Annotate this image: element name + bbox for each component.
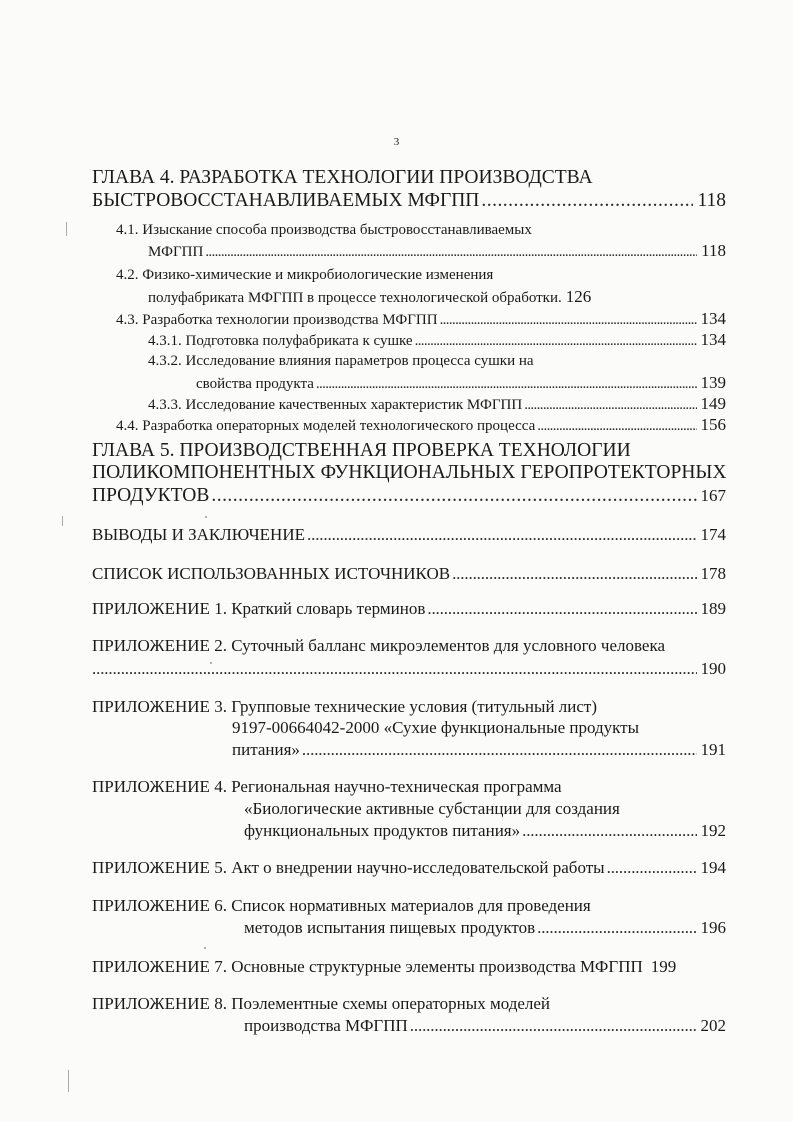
toc-entry-ch5[interactable] xyxy=(92,486,726,506)
toc-references-title: СПИСОК ИСПОЛЬЗОВАННЫХ ИСТОЧНИКОВ xyxy=(92,564,451,583)
scan-speck xyxy=(204,947,206,949)
toc-app5-title: ПРИЛОЖЕНИЕ 5. Акт о внедрении научно-исследовательской работы xyxy=(92,858,605,877)
toc-app6-page: 196 xyxy=(700,918,726,937)
scan-artifact xyxy=(68,1070,69,1092)
toc-entry-app8[interactable] xyxy=(244,1016,726,1036)
leader-dots xyxy=(211,486,696,506)
toc-entry-app4[interactable] xyxy=(244,821,726,841)
leader-dots xyxy=(537,416,696,436)
toc-app6-title-line1: ПРИЛОЖЕНИЕ 6. Список нормативных материалов для проведения xyxy=(92,896,591,915)
toc-conclusions-title: ВЫВОДЫ И ЗАКЛЮЧЕНИЕ xyxy=(92,525,305,544)
toc-app3-title-line2: 9197-00664042-2000 «Сухие функциональные продукты xyxy=(232,718,640,737)
leader-dots xyxy=(307,525,697,545)
toc-entry-4-3-3[interactable] xyxy=(148,394,726,415)
toc-4-3-2-title-line1: 4.3.2. Исследование влияния параметров процесса сушки на xyxy=(148,353,534,369)
toc-app2-title: ПРИЛОЖЕНИЕ 2. Суточный балланс микроэлементов для условного человека xyxy=(92,636,666,655)
page-number: 3 xyxy=(393,136,400,148)
toc-entry-4-3[interactable] xyxy=(116,309,726,330)
leader-dots xyxy=(316,374,697,394)
toc-app4-page: 192 xyxy=(700,821,726,840)
toc-entry-app3[interactable] xyxy=(232,740,726,760)
toc-entry-conclusions[interactable] xyxy=(92,525,726,545)
toc-entry-references[interactable] xyxy=(92,564,726,584)
toc-app4-title-line1: ПРИЛОЖЕНИЕ 4. Региональная научно-техническая программа xyxy=(92,777,562,796)
toc-app4-title-line2: «Биологические активные субстанции для создания xyxy=(244,799,620,818)
toc-conclusions-page: 174 xyxy=(700,525,726,544)
toc-entry-4-4[interactable] xyxy=(116,415,726,436)
toc-4-2-title-line1: 4.2. Физико-химические и микробиологические изменения xyxy=(116,267,494,283)
scan-artifact xyxy=(62,516,63,526)
toc-entry-4-3-2[interactable] xyxy=(196,373,726,394)
toc-app4-title-line3: функциональных продуктов питания» xyxy=(244,821,521,840)
toc-app1-page: 189 xyxy=(700,599,726,618)
toc-entry-app1[interactable] xyxy=(92,599,726,619)
toc-app8-page: 202 xyxy=(700,1016,726,1035)
toc-app2-page: 190 xyxy=(700,659,726,678)
toc-app5-page: 194 xyxy=(700,858,726,877)
leader-dots xyxy=(537,918,696,938)
toc-app7-page: 199 xyxy=(650,957,677,976)
leader-dots xyxy=(607,858,697,878)
toc-app3-title-line1: ПРИЛОЖЕНИЕ 3. Групповые технические условия (титульный лист) xyxy=(92,697,598,716)
toc-ch5-page: 167 xyxy=(700,486,726,505)
toc-entry-app5[interactable] xyxy=(92,858,726,878)
toc-app1-title: ПРИЛОЖЕНИЕ 1. Краткий словарь терминов xyxy=(92,599,426,618)
toc-ch5-title-line2: ПОЛИКОМПОНЕНТНЫХ ФУНКЦИОНАЛЬНЫХ ГЕРОПРОТЕКТОРНЫХ xyxy=(92,462,727,483)
leader-dots xyxy=(410,1016,697,1036)
toc-app7-title: ПРИЛОЖЕНИЕ 7. Основные структурные элементы производства МФГПП xyxy=(92,957,643,976)
toc-entry-ch4[interactable] xyxy=(92,191,726,211)
toc-ch4-title-line2: БЫСТРОВОССТАНАВЛИВАЕМЫХ МФГПП xyxy=(92,190,480,211)
toc-entry-4-3-1[interactable] xyxy=(148,330,726,351)
toc-4-2-title-line2: полуфабриката МФГПП в процессе технологической обработки. xyxy=(148,290,562,306)
toc-app8-title-line2: производства МФГПП xyxy=(244,1016,408,1035)
toc-entry-app6[interactable] xyxy=(244,918,726,938)
toc-app3-page: 191 xyxy=(700,740,726,759)
toc-ch4-page: 118 xyxy=(697,190,726,211)
toc-4-3-2-title-line2: свойства продукта xyxy=(196,376,314,392)
leader-dots xyxy=(415,331,697,351)
leader-dots xyxy=(205,242,697,262)
toc-4-1-title-line1: 4.1. Изыскание способа производства быстровосстанавливаемых xyxy=(116,222,532,238)
leader-dots xyxy=(522,821,696,841)
leader-dots xyxy=(427,599,696,619)
toc-app3-title-line3: питания» xyxy=(232,740,300,759)
leader-dots xyxy=(524,395,696,415)
scan-artifact xyxy=(66,222,67,236)
toc-ch5-title-line3: ПРОДУКТОВ xyxy=(92,485,210,506)
toc-4-3-title: 4.3. Разработка технологии производства МФГПП xyxy=(116,312,438,328)
toc-4-4-title: 4.4. Разработка операторных моделей технологического процесса xyxy=(116,418,536,434)
toc-ch4-title-line1: ГЛАВА 4. РАЗРАБОТКА ТЕХНОЛОГИИ ПРОИЗВОДСТВА xyxy=(92,167,593,188)
leader-dots xyxy=(92,659,697,679)
toc-4-3-2-page: 139 xyxy=(700,373,726,392)
leader-dots xyxy=(452,564,696,584)
toc-entry-4-1[interactable] xyxy=(148,241,726,262)
toc-entry-4-2[interactable] xyxy=(148,287,726,308)
toc-4-3-3-title: 4.3.3. Исследование качественных характеристик МФГПП xyxy=(148,397,523,413)
toc-4-3-1-title: 4.3.1. Подготовка полуфабриката к сушке xyxy=(148,333,413,349)
scan-speck xyxy=(205,516,207,518)
toc-entry-app2[interactable] xyxy=(92,659,726,679)
toc-ch5-title-line1: ГЛАВА 5. ПРОИЗВОДСТВЕННАЯ ПРОВЕРКА ТЕХНОЛОГИИ xyxy=(92,440,631,461)
toc-app6-title-line2: методов испытания пищевых продуктов xyxy=(244,918,536,937)
toc-4-3-3-page: 149 xyxy=(700,394,726,413)
toc-4-3-1-page: 134 xyxy=(700,330,726,349)
scan-speck xyxy=(210,662,212,664)
toc-entry-app7[interactable] xyxy=(92,957,726,977)
leader-dots xyxy=(440,310,697,330)
toc-4-1-page: 118 xyxy=(701,241,726,260)
toc-4-3-page: 134 xyxy=(700,309,726,328)
toc-4-2-page: 126 xyxy=(565,287,592,306)
toc-app8-title-line1: ПРИЛОЖЕНИЕ 8. Поэлементные схемы операторных моделей xyxy=(92,994,551,1013)
leader-dots xyxy=(481,191,693,211)
toc-4-1-title-line2: МФГПП xyxy=(148,244,204,260)
toc-4-4-page: 156 xyxy=(700,415,726,434)
toc-references-page: 178 xyxy=(700,564,726,583)
leader-dots xyxy=(302,740,697,760)
